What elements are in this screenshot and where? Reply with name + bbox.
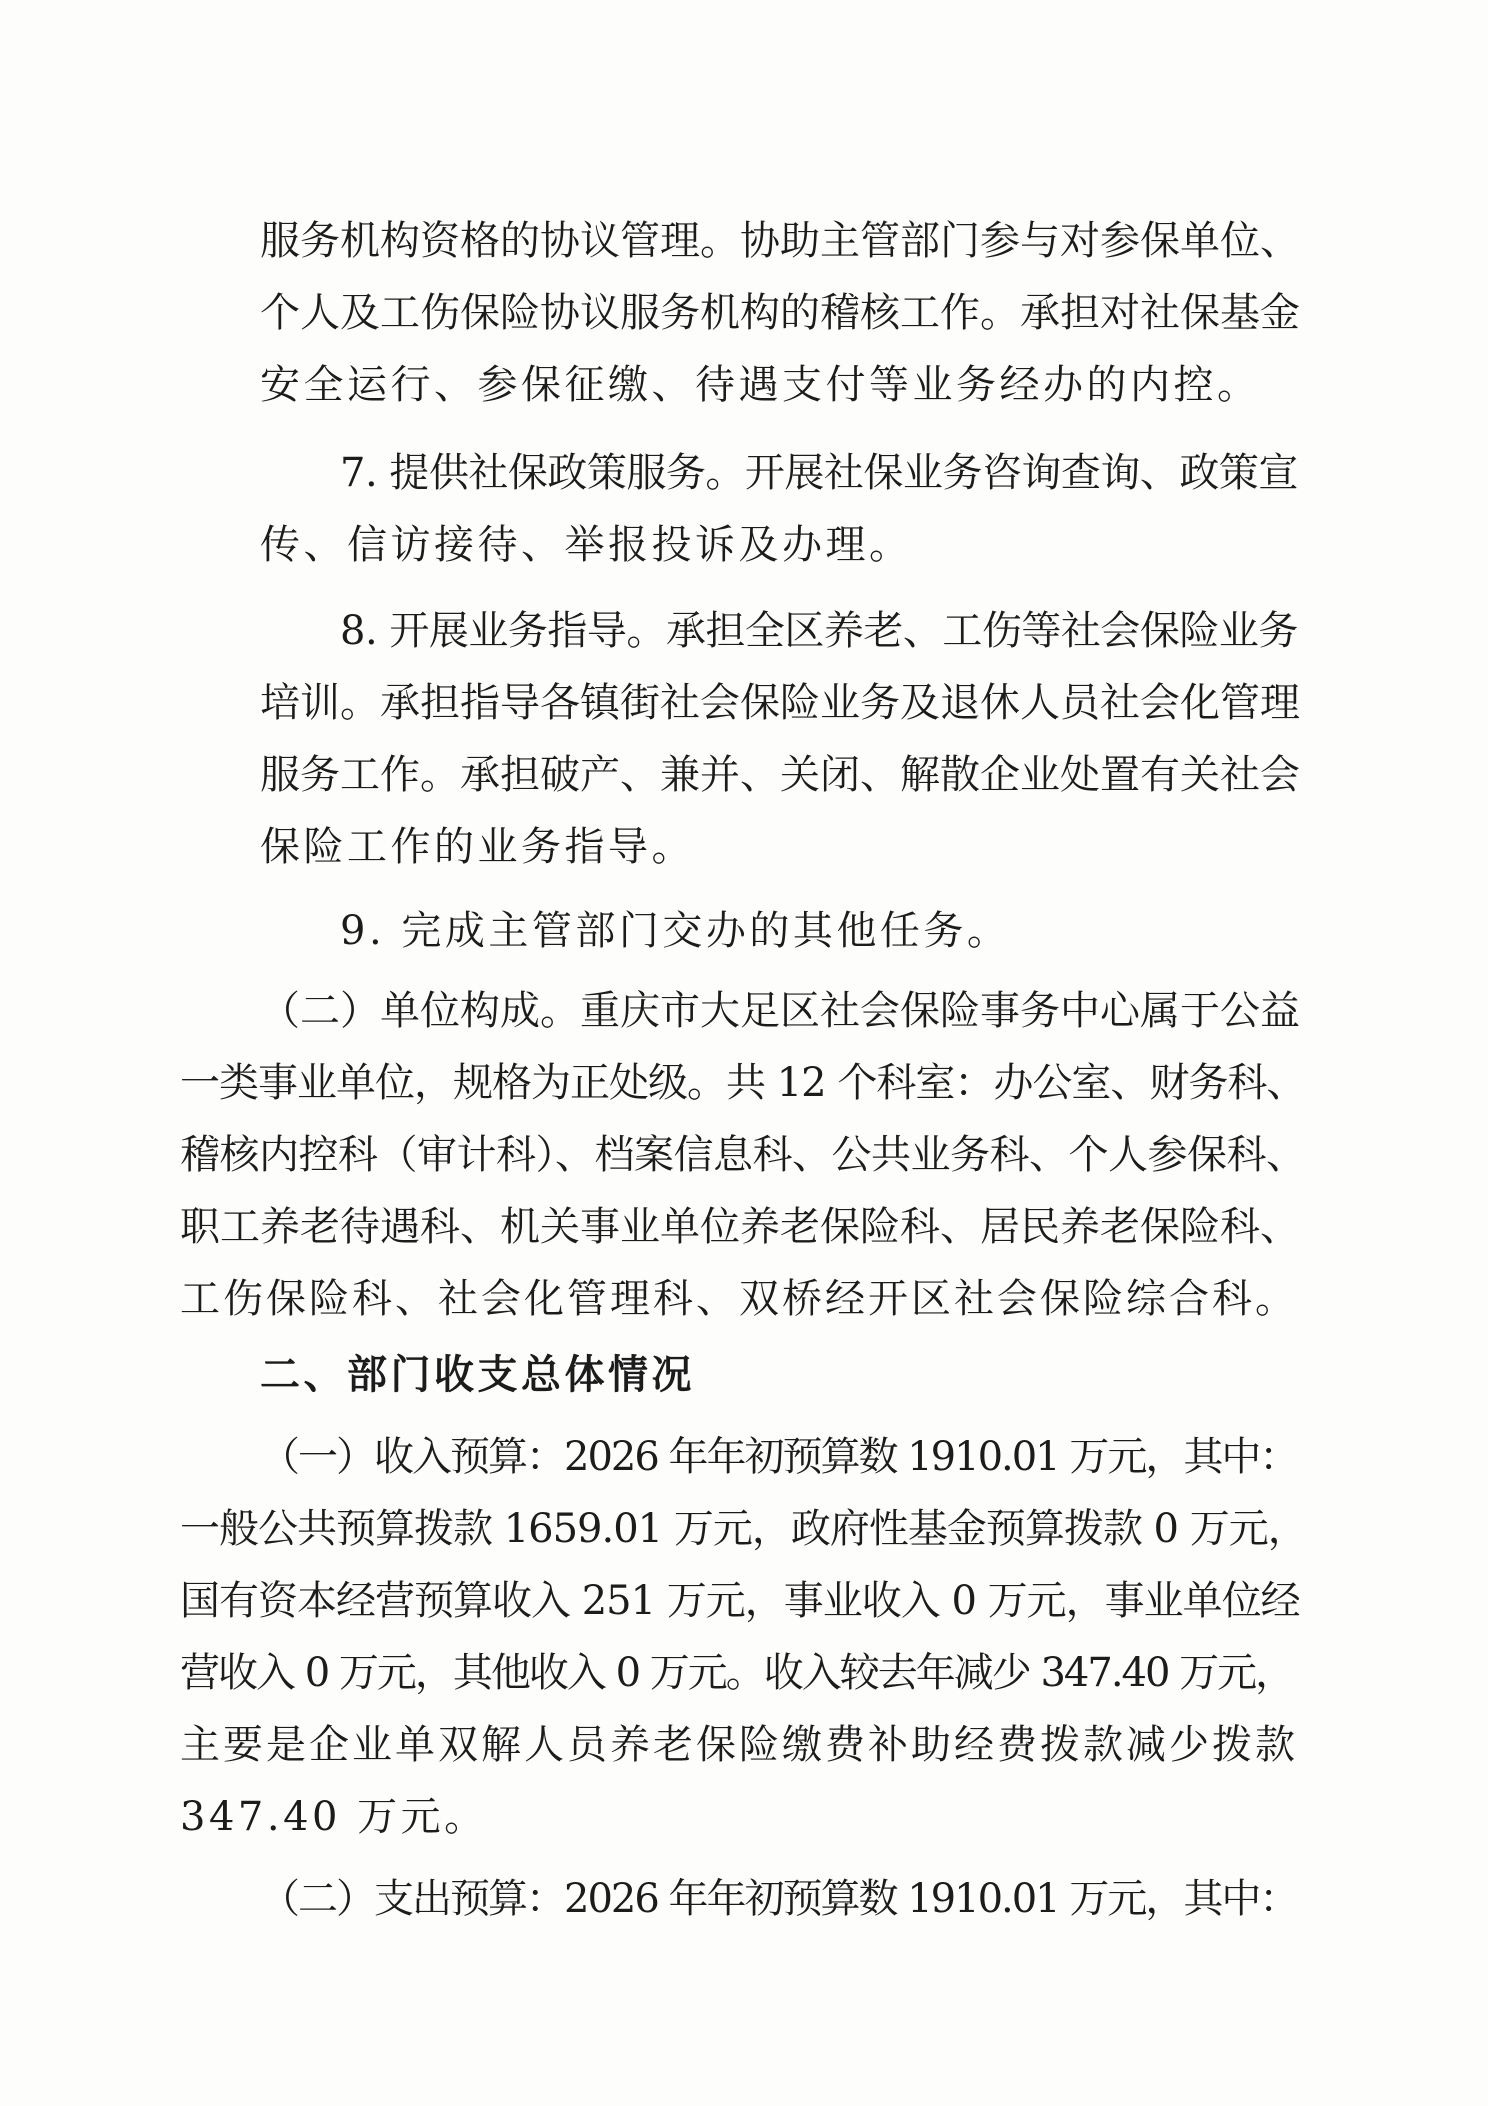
- paragraph-line: 培训。承担指导各镇街社会保险业务及退休人员社会化管理: [260, 680, 1300, 726]
- paragraph-line: 营收入 0 万元，其他收入 0 万元。收入较去年减少 347.40 万元，: [180, 1650, 1294, 1696]
- paragraph-line: 8. 开展业务指导。承担全区养老、工伤等社会保险业务: [340, 608, 1298, 654]
- paragraph-line: 服务机构资格的协议管理。协助主管部门参与对参保单位、: [260, 218, 1300, 264]
- paragraph-line: 稽核内控科（审计科）、档案信息科、公共业务科、个人参保科、: [180, 1132, 1306, 1178]
- paragraph-line: 主要是企业单双解人员养老保险缴费补助经费拨款减少拨款: [180, 1722, 1298, 1768]
- section-heading: 二、部门收支总体情况: [260, 1352, 695, 1398]
- paragraph-line: 7. 提供社保政策服务。开展社保业务咨询查询、政策宣: [340, 450, 1298, 496]
- paragraph-line: 工伤保险科、社会化管理科、双桥经开区社会保险综合科。: [180, 1276, 1298, 1322]
- paragraph-line: （一）收入预算：2026 年年初预算数 1910.01 万元，其中：: [260, 1434, 1298, 1480]
- paragraph-line: 保险工作的业务指导。: [260, 824, 695, 870]
- paragraph-line: （二）单位构成。重庆市大足区社会保险事务中心属于公益: [260, 988, 1300, 1034]
- paragraph-line: 个人及工伤保险协议服务机构的稽核工作。承担对社保基金: [260, 290, 1300, 336]
- paragraph-line: 职工养老待遇科、机关事业单位养老保险科、居民养老保险科、: [180, 1204, 1300, 1250]
- paragraph-line: （二）支出预算：2026 年年初预算数 1910.01 万元，其中：: [260, 1876, 1298, 1922]
- paragraph-line: 一般公共预算拨款 1659.01 万元，政府性基金预算拨款 0 万元，: [180, 1506, 1307, 1552]
- paragraph-line: 9. 完成主管部门交办的其他任务。: [340, 908, 1011, 954]
- paragraph-line: 传、信访接待、举报投诉及办理。: [260, 522, 913, 568]
- paragraph-line: 安全运行、参保征缴、待遇支付等业务经办的内控。: [260, 362, 1261, 408]
- paragraph-line: 国有资本经营预算收入 251 万元，事业收入 0 万元，事业单位经: [180, 1578, 1300, 1624]
- paragraph-line: 服务工作。承担破产、兼并、关闭、解散企业处置有关社会: [260, 752, 1300, 798]
- paragraph-line: 347.40 万元。: [180, 1794, 488, 1840]
- paragraph-line: 一类事业单位，规格为正处级。共 12 个科室：办公室、财务科、: [180, 1060, 1306, 1106]
